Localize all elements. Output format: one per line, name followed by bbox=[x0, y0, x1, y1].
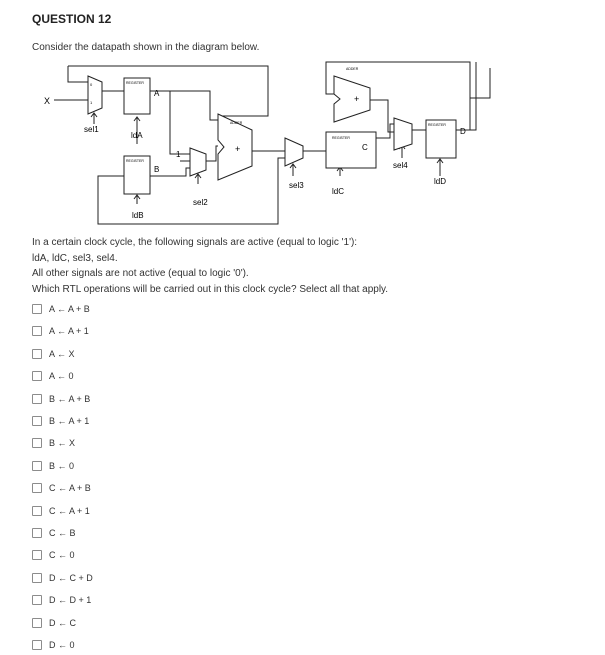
checkbox[interactable] bbox=[32, 618, 42, 628]
option-label: A ← A + 1 bbox=[49, 326, 89, 337]
mux-sel4 bbox=[394, 118, 412, 150]
checkbox[interactable] bbox=[32, 640, 42, 650]
register-a-header: REGISTER bbox=[126, 81, 144, 85]
option-label: A ← 0 bbox=[49, 371, 74, 382]
option-label: C ← B bbox=[49, 528, 76, 538]
option-a-gets-x[interactable] bbox=[32, 347, 75, 361]
adder2-plus: + bbox=[354, 94, 360, 104]
checkbox[interactable] bbox=[32, 461, 42, 471]
checkbox[interactable] bbox=[32, 416, 42, 426]
option-c-gets-a-plus-1[interactable] bbox=[32, 504, 90, 518]
ldc-label: ldC bbox=[332, 187, 345, 196]
adder2-header: ADDER bbox=[346, 67, 359, 71]
option-label: D ← C bbox=[49, 617, 76, 628]
option-d-gets-c-plus-d[interactable] bbox=[32, 571, 93, 585]
question-paragraph bbox=[32, 235, 388, 297]
option-label: A ← X bbox=[49, 348, 75, 359]
adder-2 bbox=[334, 76, 370, 122]
checkbox[interactable] bbox=[32, 371, 42, 381]
ldd-label: ldD bbox=[434, 177, 447, 186]
register-c-name: C bbox=[362, 143, 368, 152]
mux1-in1-label: 1 bbox=[90, 100, 93, 105]
x-input-label: X bbox=[44, 96, 51, 106]
checkbox[interactable] bbox=[32, 394, 42, 404]
option-b-gets-x[interactable] bbox=[32, 436, 75, 450]
mux1-in0-label: 0 bbox=[90, 82, 93, 87]
checkbox[interactable] bbox=[32, 483, 42, 493]
register-d-header: REGISTER bbox=[428, 123, 446, 127]
register-c-header: REGISTER bbox=[332, 136, 350, 140]
checkbox[interactable] bbox=[32, 550, 42, 560]
option-b-gets-a-plus-b[interactable] bbox=[32, 392, 90, 406]
adder1-header: ADDER bbox=[230, 121, 243, 125]
register-b-name: B bbox=[154, 165, 160, 174]
paragraph-line: ldA, ldC, sel3, sel4. bbox=[32, 252, 118, 264]
option-d-gets-0[interactable] bbox=[32, 638, 75, 652]
checkbox[interactable] bbox=[32, 506, 42, 516]
option-d-gets-c[interactable] bbox=[32, 616, 76, 630]
lda-label: ldA bbox=[131, 131, 143, 140]
option-b-gets-0[interactable] bbox=[32, 459, 74, 473]
sel2-label: sel2 bbox=[193, 198, 208, 207]
sel4-label: sel4 bbox=[393, 161, 408, 170]
option-label: D ← D + 1 bbox=[49, 595, 92, 606]
option-label: B ← A + B bbox=[49, 393, 91, 404]
option-label: C ← A + B bbox=[49, 483, 91, 494]
mux-sel3 bbox=[285, 138, 303, 166]
option-label: B ← X bbox=[49, 438, 76, 449]
sel1-label: sel1 bbox=[84, 125, 99, 134]
mux-sel2 bbox=[190, 148, 206, 176]
checkbox[interactable] bbox=[32, 326, 42, 336]
option-label: A ← A + B bbox=[49, 304, 90, 314]
option-c-gets-0[interactable] bbox=[32, 548, 75, 562]
option-label: D ← C + D bbox=[49, 572, 93, 583]
ldb-label: ldB bbox=[132, 211, 144, 220]
option-label: B ← A + 1 bbox=[49, 416, 90, 426]
option-a-gets-0[interactable] bbox=[32, 369, 74, 383]
option-label: D ← 0 bbox=[49, 640, 75, 650]
paragraph-line: All other signals are not active (equal to logic '0'). bbox=[32, 268, 249, 279]
option-c-gets-a-plus-b[interactable] bbox=[32, 481, 91, 495]
checkbox[interactable] bbox=[32, 528, 42, 538]
sel3-label: sel3 bbox=[289, 181, 304, 190]
checkbox[interactable] bbox=[32, 304, 42, 314]
register-a-name: A bbox=[154, 89, 160, 98]
question-intro: Consider the datapath shown in the diagram below. bbox=[32, 42, 260, 53]
paragraph-line: In a certain clock cycle, the following signals are active (equal to logic '1'): bbox=[32, 237, 358, 248]
checkbox[interactable] bbox=[32, 438, 42, 448]
option-label: C ← 0 bbox=[49, 550, 75, 561]
register-b-header: REGISTER bbox=[126, 159, 144, 163]
option-c-gets-b[interactable] bbox=[32, 526, 76, 540]
paragraph-line: Which RTL operations will be carried out in this clock cycle? Select all that apply. bbox=[32, 283, 389, 295]
checkbox[interactable] bbox=[32, 595, 42, 605]
const-one-label: 1 bbox=[176, 150, 181, 159]
checkbox[interactable] bbox=[32, 573, 42, 583]
option-label: B ← 0 bbox=[49, 460, 75, 471]
option-d-gets-d-plus-1[interactable] bbox=[32, 593, 91, 607]
adder1-plus: + bbox=[235, 144, 241, 154]
option-b-gets-a-plus-1[interactable] bbox=[32, 414, 89, 428]
datapath-diagram bbox=[30, 58, 510, 226]
question-title: QUESTION 12 bbox=[32, 12, 112, 26]
option-label: C ← A + 1 bbox=[49, 505, 90, 516]
register-d-name: D bbox=[460, 127, 466, 136]
option-a-gets-a-plus-1[interactable] bbox=[32, 324, 89, 338]
option-a-gets-a-plus-b[interactable] bbox=[32, 302, 90, 316]
checkbox[interactable] bbox=[32, 349, 42, 359]
